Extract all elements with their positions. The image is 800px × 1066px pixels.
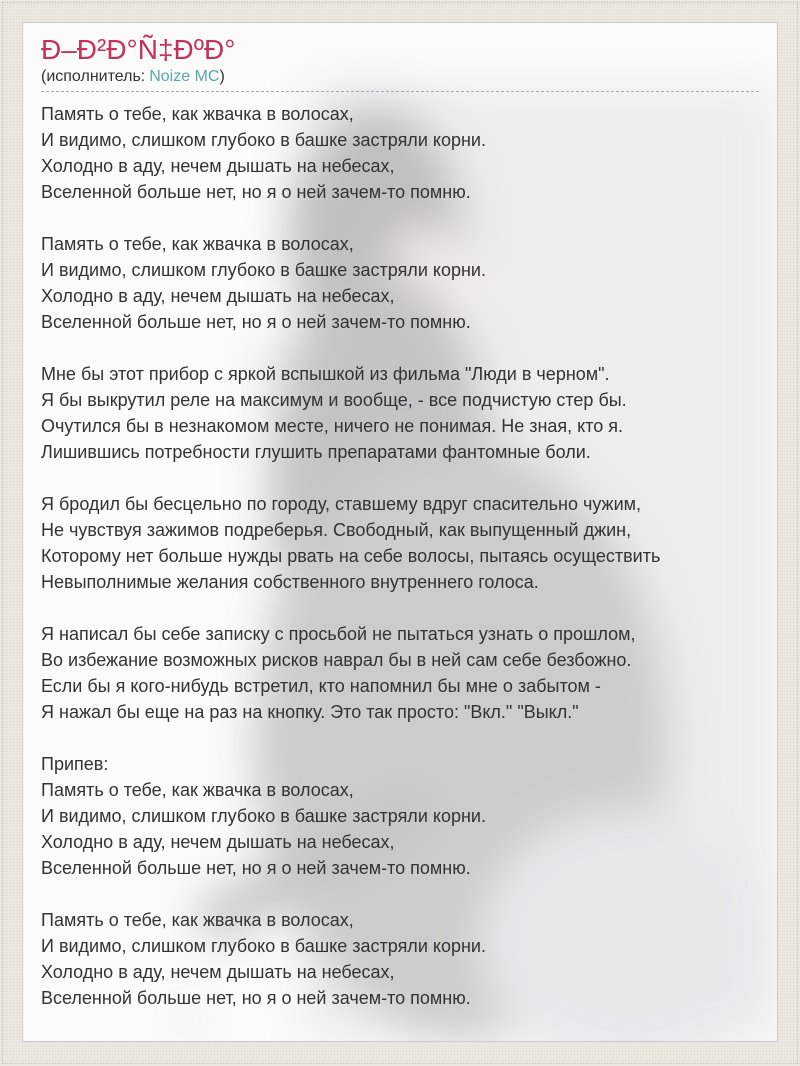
- lyric-line: И видимо, слишком глубоко в башке застряли корни.: [41, 806, 486, 826]
- lyric-line: И видимо, слишком глубоко в башке застряли корни.: [41, 936, 486, 956]
- lyric-line: Во избежание возможных рисков наврал бы в ней сам себе безбожно.: [41, 650, 632, 670]
- lyric-line: Вселенной больше нет, но я о ней зачем-то помню.: [41, 182, 471, 202]
- lyrics-paragraph: [41, 907, 759, 1011]
- lyrics-paragraph: [41, 751, 759, 881]
- lyrics-paragraph: [41, 491, 759, 595]
- lyric-line: Которому нет больше нужды рвать на себе волосы, пытаясь осуществить: [41, 546, 661, 566]
- lyric-line: Мне бы этот прибор с яркой вспышкой из фильма "Люди в черном".: [41, 364, 610, 384]
- lyric-line: Вселенной больше нет, но я о ней зачем-то помню.: [41, 988, 471, 1008]
- lyric-line: Память о тебе, как жвачка в волосах,: [41, 234, 354, 254]
- artist-prefix-label: (исполнитель:: [41, 68, 146, 85]
- artist-link[interactable]: Noize MC: [149, 68, 220, 85]
- lyric-line: Если бы я кого-нибудь встретил, кто напомнил бы мне о забытом -: [41, 676, 601, 696]
- artist-suffix-label: ): [219, 68, 225, 85]
- lyric-line: И видимо, слишком глубоко в башке застряли корни.: [41, 260, 486, 280]
- lyric-line: И видимо, слишком глубоко в башке застряли корни.: [41, 130, 486, 150]
- lyric-line: Холодно в аду, нечем дышать на небесах,: [41, 156, 395, 176]
- page-title: Ð–Ð²Ð°Ñ‡ÐºÐ°: [41, 34, 236, 65]
- lyrics-paragraph: [41, 101, 759, 205]
- lyric-line: Вселенной больше нет, но я о ней зачем-то помню.: [41, 858, 471, 878]
- lyrics-paragraph: [41, 231, 759, 335]
- lyric-line: Холодно в аду, нечем дышать на небесах,: [41, 286, 395, 306]
- lyric-line: Я бы выкрутил реле на максимум и вообще, - все подчистую стер бы.: [41, 390, 627, 410]
- lyric-line: Лишившись потребности глушить препаратами фантомные боли.: [41, 442, 591, 462]
- lyrics-card: [22, 22, 778, 1042]
- lyric-line: Память о тебе, как жвачка в волосах,: [41, 780, 354, 800]
- card-content: [23, 23, 777, 1029]
- lyrics: [41, 101, 759, 1011]
- lyrics-paragraph: [41, 621, 759, 725]
- lyric-line: Холодно в аду, нечем дышать на небесах,: [41, 832, 395, 852]
- lyric-line: Припев:: [41, 754, 109, 774]
- artist-line: [41, 67, 759, 92]
- lyric-line: Невыполнимые желания собственного внутреннего голоса.: [41, 572, 539, 592]
- lyric-line: Я написал бы себе записку с просьбой не пытаться узнать о прошлом,: [41, 624, 636, 644]
- lyric-line: Память о тебе, как жвачка в волосах,: [41, 104, 354, 124]
- lyric-line: Вселенной больше нет, но я о ней зачем-то помню.: [41, 312, 471, 332]
- lyric-line: Очутился бы в незнакомом месте, ничего не понимая. Не зная, кто я.: [41, 416, 624, 436]
- lyric-line: Я бродил бы бесцельно по городу, ставшему вдруг спасительно чужим,: [41, 494, 642, 514]
- lyric-line: Не чувствуя зажимов подреберья. Свободный, как выпущенный джин,: [41, 520, 632, 540]
- lyrics-paragraph: [41, 361, 759, 465]
- lyric-line: Я нажал бы еще на раз на кнопку. Это так просто: "Вкл." "Выкл.": [41, 702, 579, 722]
- lyric-line: Память о тебе, как жвачка в волосах,: [41, 910, 354, 930]
- lyric-line: Холодно в аду, нечем дышать на небесах,: [41, 962, 395, 982]
